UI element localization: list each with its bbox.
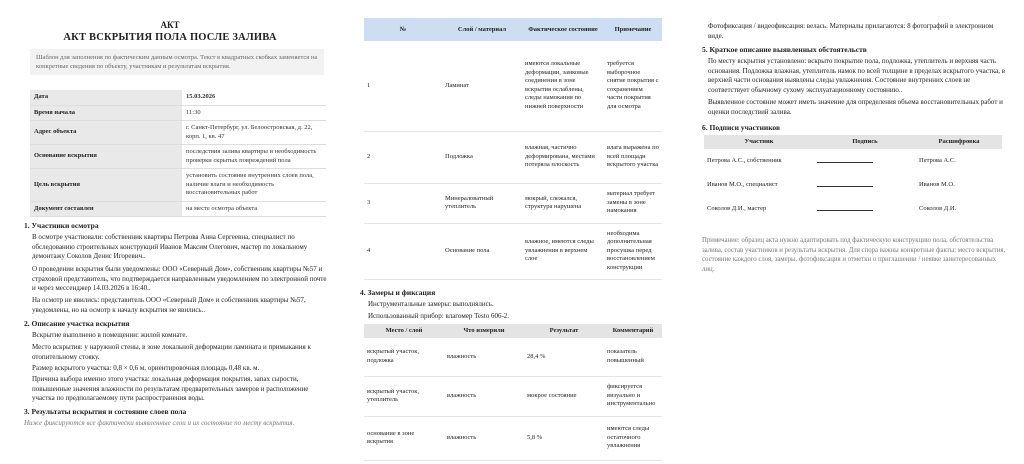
layer-number: 1 [364, 41, 442, 131]
signature-cell [814, 173, 916, 197]
footnote: Примечание: образец акта нужно адаптировать под фактическую конструкцию пола, обстоятельства залива, состав участников и результаты вскрытия. Для спора важны конкретные факты: место вскрытия, состояние каждого слоя, замеры, фотофиксация и отметки о приглашении / неявке заинтересованных лиц. [702, 237, 1006, 273]
page-3 [684, 0, 1024, 464]
measure-what: влажность [444, 376, 524, 416]
info-row [30, 169, 326, 202]
info-row [30, 121, 326, 145]
measurements-table [364, 324, 662, 461]
section-5-paragraph: По месту вскрытия установлено: вскрыто покрытие пола, подложка, утеплитель и верхняя часть основания. Подложка влажная, утеплитель намок по всей толщине в пределах вскрытого участка, в верхней части основания выявлены следы увлажнения. Состояние внутренних слоев не соответствует обычному сухому эксплуатационному состоянию.. [708, 57, 1006, 94]
section-1-paragraph: В осмотре участвовали: собственник квартиры Петрова Анна Сергеевна, специалист по обследованию строительных конструкций Иванов Максим Олегович, мастер по локальному демонтажу Соколов Денис Игоревич.. [32, 233, 308, 260]
column-header: Фактическое состояние [522, 18, 604, 41]
table-row [704, 149, 1002, 173]
column-header: Расшифровка [916, 135, 1002, 149]
layer-material: Подложка [442, 131, 522, 183]
measure-result: 28,4 % [524, 338, 604, 376]
signature-line [817, 203, 873, 211]
layer-material: Минераловатный утеплитель [442, 183, 522, 223]
table-row [364, 376, 662, 416]
layer-note: влага выражена по всей площади вскрытого участка [604, 131, 662, 183]
section-5-paragraph: Выявленное состояние может иметь значение для определения объема восстановительных работ и оценки последствий залива. [708, 98, 1003, 116]
signature-cell [814, 149, 916, 173]
column-header: Слой / материал [442, 18, 522, 41]
layer-number: 3 [364, 183, 442, 223]
column-header: № [364, 18, 442, 41]
layer-material: Основание пола [442, 223, 522, 279]
info-row [30, 90, 326, 105]
signatures-header-row [704, 135, 1002, 149]
info-value: 15.03.2026 [182, 90, 326, 105]
layer-note: материал требует замены в зоне намокания [604, 183, 662, 223]
layer-state: влажная, частично деформирована, местами потеряла плоскость [522, 131, 604, 183]
measure-comment: имеются следы остаточного увлажнения [604, 416, 662, 460]
measure-result: 5,8 % [524, 416, 604, 460]
info-label: Документ составлен [30, 201, 182, 217]
column-header: Подпись [814, 135, 916, 149]
section-1-paragraph: На осмотр не явились: представитель ООО «Северный Дом» и собственник квартиры №57, уведомлены, но на осмотр к началу вскрытия не явились.. [32, 296, 306, 314]
section-6-heading: 6. Подписи участников [702, 123, 781, 132]
measure-place: основание в зоне вскрытия [364, 416, 444, 460]
layer-number: 4 [364, 223, 442, 279]
measure-what: влажность [444, 338, 524, 376]
section-5-heading: 5. Краткое описание выявленных обстоятельств [702, 45, 867, 54]
table-row [364, 223, 662, 279]
table-row [364, 416, 662, 460]
table-row [704, 173, 1002, 197]
layer-state: имеются локальные деформации, замковые соединения в зоне вскрытия ослаблены, следы намокания по нижней поверхности [522, 41, 604, 131]
measure-comment: фиксируется визуально и инструментально [604, 376, 662, 416]
info-label: Дата [30, 90, 182, 105]
table-row [364, 338, 662, 376]
section-1-heading: 1. Участники осмотра [24, 221, 99, 230]
measure-what: влажность [444, 416, 524, 460]
measurements-header-row [364, 324, 662, 338]
info-row [30, 201, 326, 217]
column-header: Примечание [604, 18, 662, 41]
section-3-heading: 3. Результаты вскрытия и состояние слоев пола [24, 407, 187, 416]
info-label: Цель вскрытия [30, 169, 182, 202]
layers-table [364, 18, 662, 280]
signature-cell [814, 197, 916, 221]
info-row [30, 105, 326, 121]
document-title: АКТ ВСКРЫТИЯ ПОЛА ПОСЛЕ ЗАЛИВА [63, 32, 277, 43]
section-2-paragraph: Место вскрытия: у наружной стены, в зоне локальной деформации ламината и примыкания к отопительному стояку. [32, 343, 311, 361]
info-value: на месте осмотра объекта [182, 201, 326, 217]
section-2-heading: 2. Описание участка вскрытия [24, 319, 130, 328]
section-2-paragraph: Вскрытие выполнено в помещении: жилой комнате. [32, 331, 188, 339]
layer-state: мокрый, слежался, структура нарушена [522, 183, 604, 223]
info-value: 11:30 [182, 105, 326, 121]
signatory-name: Петрова А.С. [919, 156, 956, 164]
layer-note: требуется выборочное снятие покрытия с сохранением части покрытия для осмотра [604, 41, 662, 131]
signatory: Иванов М.О., специалист [707, 180, 778, 188]
section-4-heading: 4. Замеры и фиксация [360, 288, 436, 297]
info-value: последствия залива квартиры и необходимость проверки скрытых повреждений пола [182, 145, 326, 169]
measure-comment: показатель повышенный [604, 338, 662, 376]
layers-header-row [364, 18, 662, 41]
signatory-name: Иванов М.О. [919, 180, 955, 188]
layer-material: Ламинат [442, 41, 522, 131]
table-row [364, 131, 662, 183]
column-header: Результат [524, 324, 604, 338]
page-1 [0, 0, 340, 464]
column-header: Комментарий [604, 324, 662, 338]
section-3-note: Ниже фиксируются все фактически выявленные слои и их состояние по месту вскрытия. [24, 419, 295, 427]
info-value: г. Санкт-Петербург, ул. Белоостровская, д. 22, корп. 1, кв. 47 [182, 121, 326, 145]
signature-line [817, 179, 873, 187]
column-header: Участник [704, 135, 814, 149]
measure-place: вскрытый участок, подложка [364, 338, 444, 376]
document-kicker: АКТ [160, 20, 180, 30]
signatory: Петрова А.С., собственник [707, 156, 782, 164]
section-1-paragraph: О проведении вскрытия были уведомлены: ООО «Северный Дом», собственник квартиры №57 и страховой представитель, что подтверждается направленным уведомлением по электронной почте и через мессенджер 14.03.2026 в 16:40.. [32, 265, 327, 292]
column-header: Что измерили [444, 324, 524, 338]
photo-note: Фотофиксация / видеофиксация: велась. Материалы прилагаются: 8 фотографий в электронном виде. [708, 22, 994, 40]
info-label: Время начала [30, 105, 182, 121]
measure-place: вскрытый участок, утеплитель [364, 376, 444, 416]
signatures-table [704, 135, 1002, 221]
signatory-name: Соколов Д.И. [919, 204, 957, 212]
signatory: Соколов Д.И., мастер [707, 204, 767, 212]
page-2 [342, 0, 682, 464]
table-row [704, 197, 1002, 221]
template-note: Шаблон для заполнения по фактическим данным осмотра. Текст в квадратных скобках заменяется на конкретные сведения по объекту, участникам и результатам вскрытия. [30, 49, 324, 75]
layer-state: влажное, имеются следы увлажнения в верхнем слое [522, 223, 604, 279]
section-2-paragraph: Причина выбора именно этого участка: локальная деформация покрытия, запах сырости, повышенные значения влажности по результатам предварительных замеров и расположение участка по предполагаемому пути распространения воды. [32, 375, 309, 402]
section-4-paragraph: Использованный прибор: влагомер Testo 606-2. [368, 312, 510, 320]
section-2-paragraph: Размер вскрытого участка: 0,8 × 0,6 м, ориентировочная площадь 0,48 кв. м. [32, 364, 260, 372]
column-header: Место / слой [364, 324, 444, 338]
table-row [364, 41, 662, 131]
info-value: установить состояние внутренних слоев пола, наличие влаги и необходимость восстановительных работ [182, 169, 326, 202]
info-label: Адрес объекта [30, 121, 182, 145]
info-label: Основание вскрытия [30, 145, 182, 169]
info-row [30, 145, 326, 169]
info-table [30, 90, 326, 217]
table-row [364, 183, 662, 223]
layer-note: необходима дополнительная просушка перед восстановлением конструкции [604, 223, 662, 279]
section-4-paragraph: Инструментальные замеры: выполнялись. [368, 300, 494, 308]
layer-number: 2 [364, 131, 442, 183]
signature-line [817, 155, 873, 163]
measure-result: мокрое состояние [524, 376, 604, 416]
